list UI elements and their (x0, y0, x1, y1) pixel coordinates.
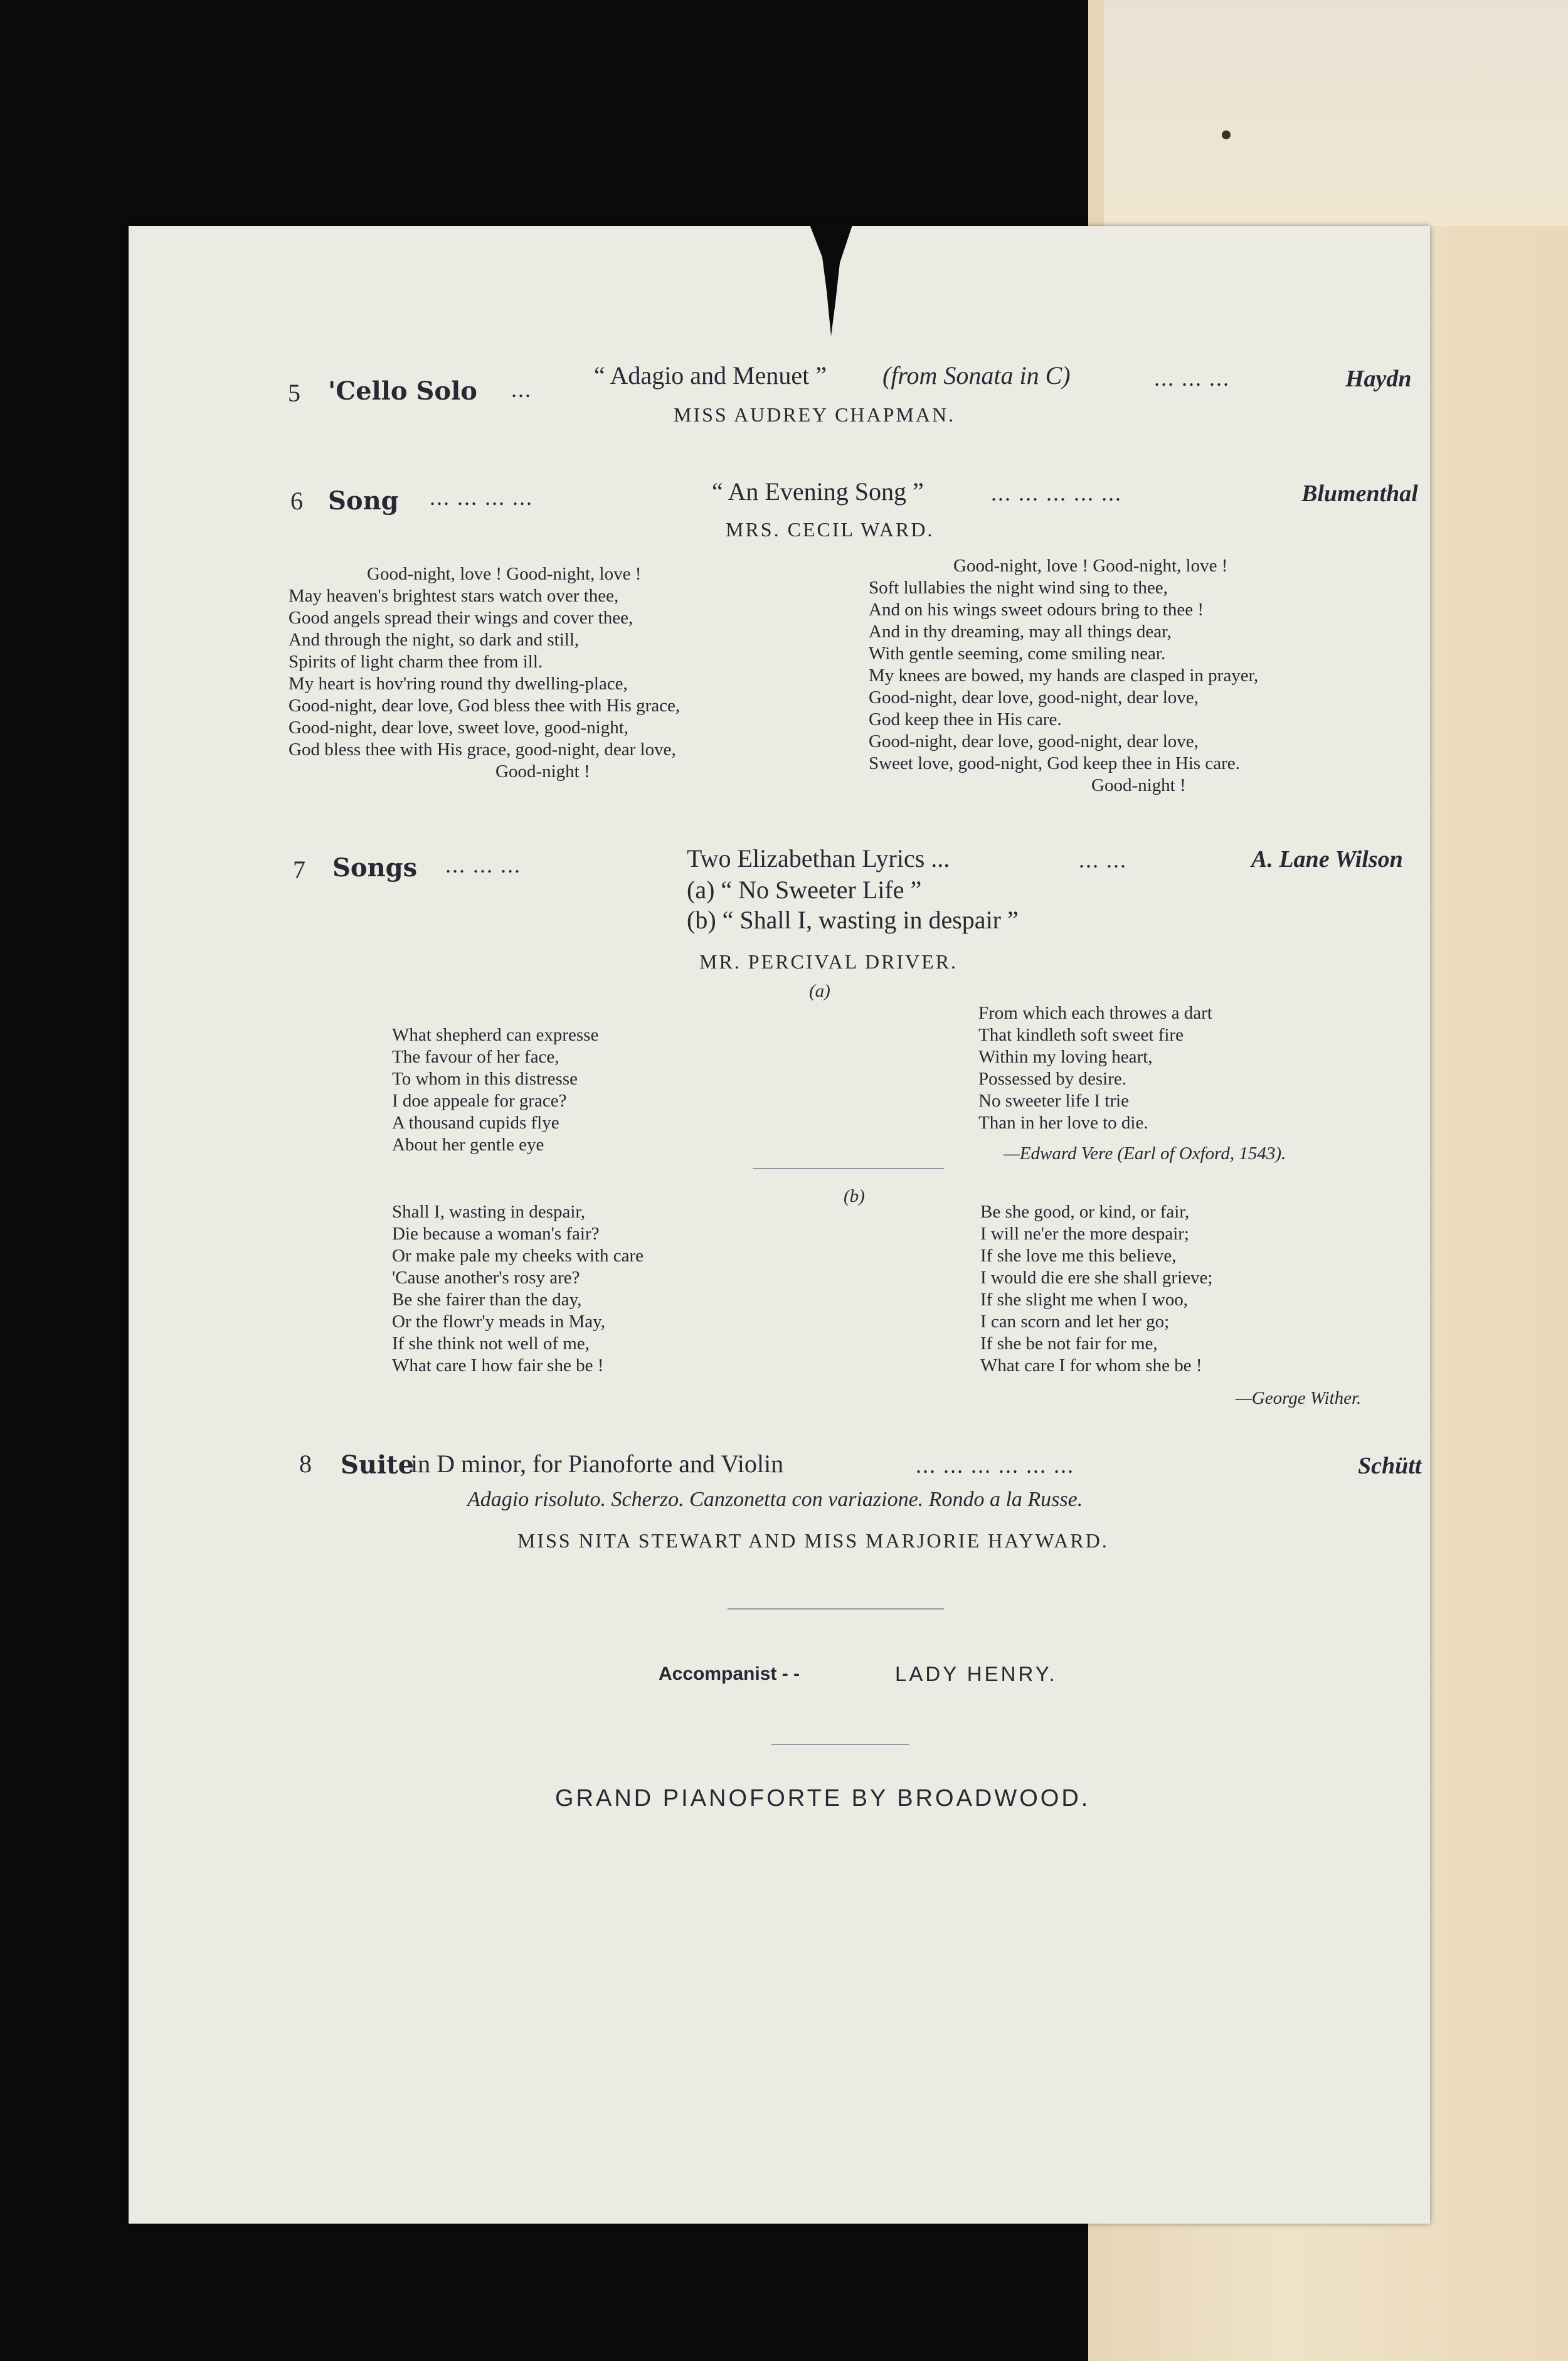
lyric-line: Good-night, dear love, good-night, dear love, (869, 687, 1199, 708)
lyric-line: I doe appeale for grace? (392, 1091, 567, 1111)
item-performer: MISS NITA STEWART AND MISS MARJORIE HAYWARD. (517, 1529, 1109, 1552)
lyric-line: Or make pale my cheeks with care (392, 1246, 644, 1266)
item-composer: A. Lane Wilson (1251, 846, 1403, 873)
item-subtitle-b: (b) “ Shall I, wasting in despair ” (687, 906, 1019, 934)
lyric-line: Than in her love to die. (978, 1113, 1148, 1133)
lyric-line: Spirits of light charm thee from ill. (289, 652, 543, 672)
item-number: 5 (288, 379, 300, 407)
lyric-line: That kindleth soft sweet fire (978, 1025, 1184, 1045)
item-title: “ An Evening Song ” (712, 477, 924, 506)
lyric-b-right-column (980, 1201, 1212, 1377)
lyric-line: Soft lullabies the night wind sing to thee, (869, 578, 1168, 598)
item-composer: Haydn (1345, 366, 1412, 392)
piano-credit: GRAND PIANOFORTE BY BROADWOOD. (555, 1785, 1091, 1812)
item-genre: Song (328, 486, 399, 516)
item-note: (from Sonata in C) (882, 361, 1071, 390)
lyric-a-right-column (978, 1002, 1212, 1134)
item-title: “ Adagio and Menuet ” (594, 361, 827, 390)
lyric-line: Sweet love, good-night, God keep thee in His care. (869, 753, 1240, 773)
lyric-line: Good-night, dear love, God bless thee with His grace, (289, 696, 681, 716)
lyric-a-left-column (392, 1024, 598, 1156)
item-number: 7 (293, 856, 305, 884)
item-leader: ... ... ... ... (430, 485, 533, 510)
lyric-line: A thousand cupids flye (392, 1113, 559, 1133)
lyric-line: If she slight me when I woo, (980, 1290, 1189, 1310)
lyric-line: No sweeter life I trie (978, 1091, 1129, 1111)
lyric-line: The favour of her face, (392, 1047, 559, 1067)
lyrics-right-column (869, 555, 1258, 797)
lyric-line: Shall I, wasting in despair, (392, 1202, 586, 1222)
lyric-line: If she be not fair for me, (980, 1334, 1158, 1354)
lyric-line: And through the night, so dark and still, (289, 630, 580, 650)
lyric-section-label: (b) (844, 1186, 865, 1206)
item-composer: Blumenthal (1301, 480, 1418, 507)
item-leader: ... ... ... ... ... (991, 480, 1122, 506)
lyric-line: Within my loving heart, (978, 1047, 1153, 1067)
lyric-line: If she think not well of me, (392, 1334, 590, 1354)
item-leader: ... ... ... ... ... ... (916, 1453, 1074, 1478)
item-leader: ... ... ... (445, 852, 521, 878)
item-number: 6 (290, 487, 303, 515)
lyric-line: I can scorn and let her go; (980, 1312, 1170, 1332)
accompanist-label: Accompanist - - (659, 1663, 800, 1684)
lyric-line: My knees are bowed, my hands are clasped in prayer, (869, 666, 1259, 686)
lyric-line: About her gentle eye (392, 1135, 544, 1155)
lyric-line: Die because a woman's fair? (392, 1224, 600, 1244)
item-movements: Adagio risoluto. Scherzo. Canzonetta con variazione. Rondo a la Russe. (467, 1488, 1083, 1511)
item-genre: Songs (332, 853, 418, 883)
item-composer: Schütt (1358, 1453, 1422, 1479)
lyric-line: What care I how fair she be ! (392, 1356, 604, 1376)
lyric-line: Good angels spread their wings and cover thee, (289, 608, 633, 628)
lyric-line: Good-night, dear love, sweet love, good-night, (289, 718, 629, 738)
item-leader: ... (511, 377, 532, 402)
item-leader: ... ... ... (1154, 366, 1230, 391)
lyric-line: Good-night, dear love, good-night, dear love, (869, 731, 1199, 751)
lyric-line: If she love me this believe, (980, 1246, 1177, 1266)
divider (728, 1608, 944, 1610)
lyric-line: Good-night, love ! Good-night, love ! (953, 556, 1228, 576)
lyrics-left-column (289, 563, 680, 783)
lyric-attribution: —George Wither. (1236, 1388, 1362, 1408)
programme-page (129, 226, 1430, 2224)
lyric-line: May heaven's brightest stars watch over thee, (289, 586, 619, 606)
lyric-line: 'Cause another's rosy are? (392, 1268, 580, 1288)
lyric-line: What shepherd can expresse (392, 1025, 599, 1045)
item-performer: MR. PERCIVAL DRIVER. (699, 950, 958, 973)
lyric-line: What care I for whom she be ! (980, 1356, 1202, 1376)
lyric-line: Or the flowr'y meads in May, (392, 1312, 605, 1332)
lyric-attribution: —Edward Vere (Earl of Oxford, 1543). (1004, 1143, 1286, 1164)
accompanist-name: LADY HENRY. (895, 1662, 1057, 1685)
lyric-line: God keep thee in His care. (869, 709, 1062, 730)
lyric-line: Good-night ! (495, 761, 590, 782)
lyric-b-left-column (392, 1201, 644, 1377)
item-subtitle-a: (a) “ No Sweeter Life ” (687, 876, 922, 904)
item-performer: MISS AUDREY CHAPMAN. (674, 403, 956, 426)
backing-sheet-top (1104, 0, 1568, 226)
lyric-line: To whom in this distresse (392, 1069, 578, 1089)
item-genre: Suite (341, 1450, 415, 1480)
item-title: Two Elizabethan Lyrics ... (687, 844, 950, 873)
item-number: 8 (299, 1450, 312, 1478)
lyric-line: I would die ere she shall grieve; (980, 1268, 1213, 1288)
lyric-line: Be she good, or kind, or fair, (980, 1202, 1190, 1222)
lyric-line: Good-night, love ! Good-night, love ! (367, 564, 642, 584)
lyric-line: With gentle seeming, come smiling near. (869, 644, 1166, 664)
paper-mark (1222, 130, 1231, 139)
item-performer: MRS. CECIL WARD. (726, 518, 935, 541)
lyric-line: From which each throwes a dart (978, 1003, 1212, 1023)
lyric-line: And on his wings sweet odours bring to thee ! (869, 600, 1204, 620)
lyric-section-label: (a) (809, 981, 830, 1001)
divider (753, 1168, 944, 1169)
lyric-line: Be she fairer than the day, (392, 1290, 582, 1310)
lyric-line: And in thy dreaming, may all things dear, (869, 622, 1172, 642)
lyric-line: Good-night ! (1091, 775, 1186, 795)
item-leader: ... ... (1079, 847, 1127, 873)
item-title: in D minor, for Pianoforte and Violin (411, 1450, 784, 1478)
lyric-line: God bless thee with His grace, good-night, dear love, (289, 740, 676, 760)
lyric-line: My heart is hov'ring round thy dwelling-place, (289, 674, 628, 694)
lyric-line: I will ne'er the more despair; (980, 1224, 1189, 1244)
lyric-line: Possessed by desire. (978, 1069, 1127, 1089)
divider (771, 1744, 909, 1745)
item-genre: 'Cello Solo (328, 376, 477, 406)
